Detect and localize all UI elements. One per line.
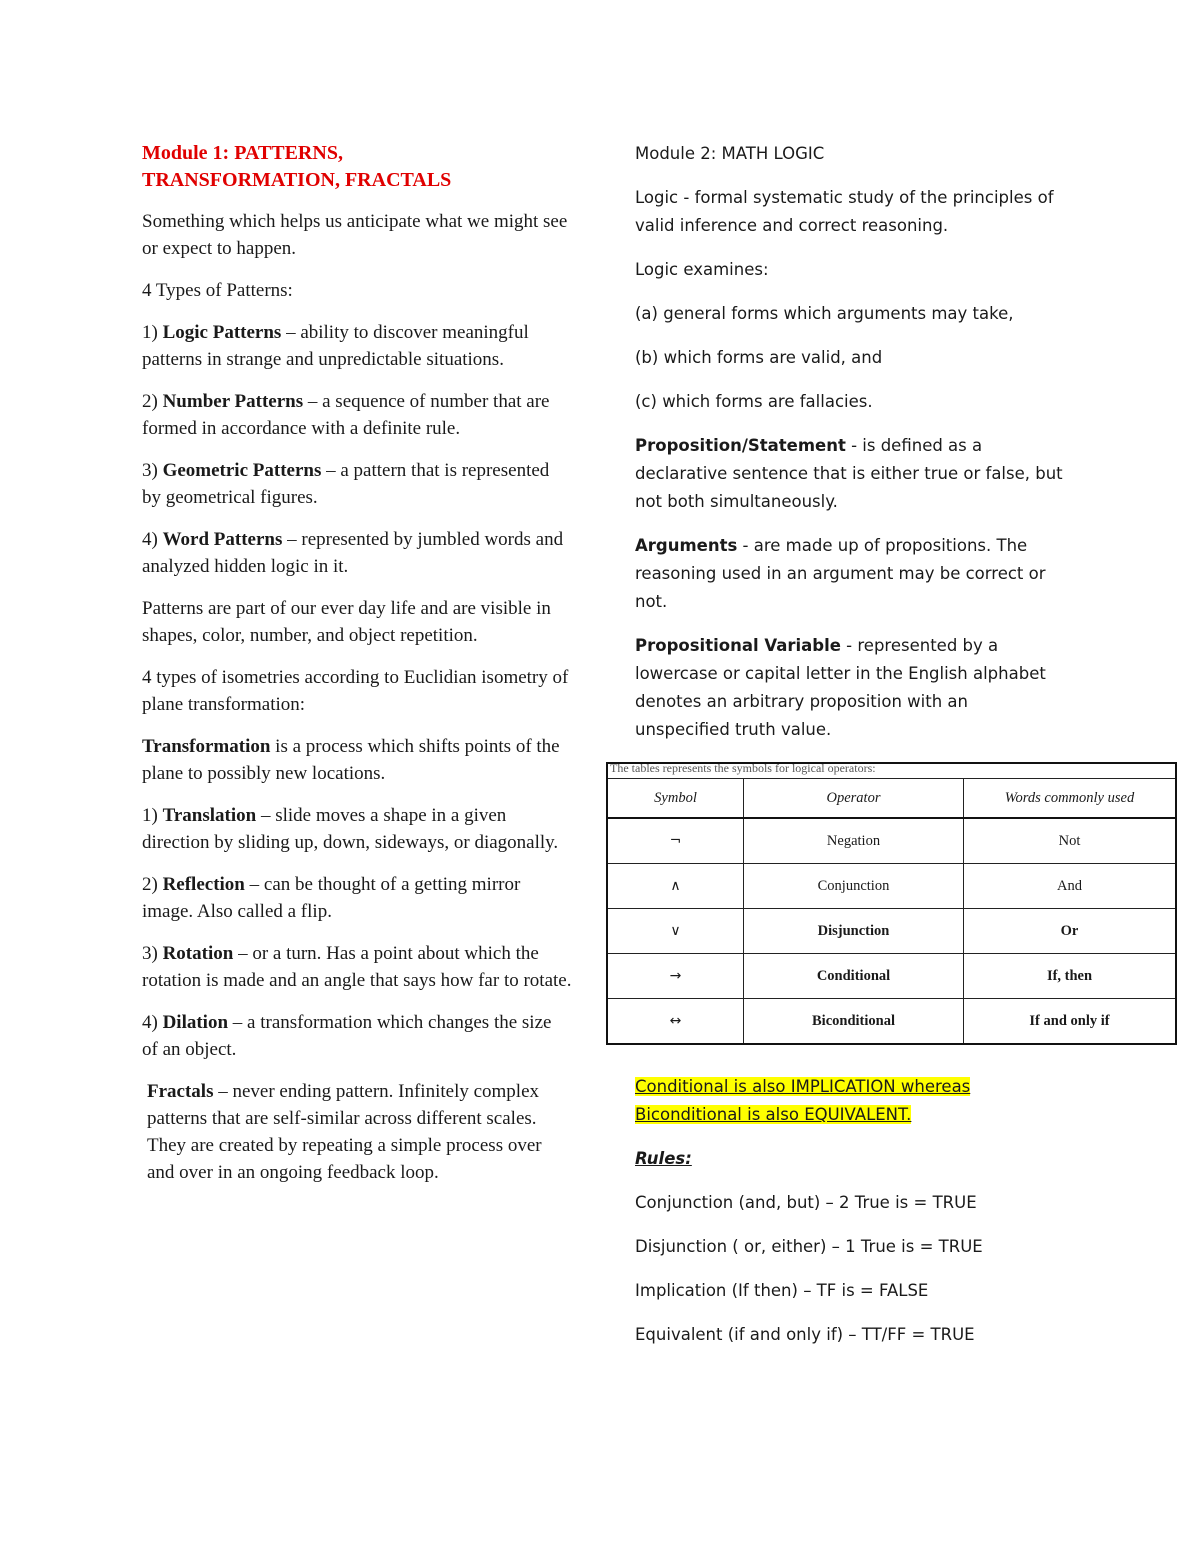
module1-column bbox=[142, 140, 572, 1201]
symbol-cell: → bbox=[608, 954, 744, 999]
words-cell: Or bbox=[964, 909, 1176, 954]
rule-item: Equivalent (if and only if) – TT/FF = TRUE bbox=[635, 1325, 975, 1344]
words-cell: And bbox=[964, 864, 1176, 909]
notes-section bbox=[635, 1073, 1065, 1365]
types-heading: 4 Types of Patterns: bbox=[142, 280, 293, 301]
words-cell: If, then bbox=[964, 954, 1176, 999]
rule-item: Implication (If then) – TF is = FALSE bbox=[635, 1281, 929, 1300]
operator-cell: Negation bbox=[744, 818, 964, 864]
arguments-definition: Arguments - are made up of propositions. The reasoning used in an argument may be correct or not. bbox=[635, 536, 1046, 611]
transformation-definition: Transformation is a process which shifts points of the plane to possibly new locations. bbox=[142, 736, 560, 784]
words-cell: If and only if bbox=[964, 999, 1176, 1044]
table-caption: The tables represents the symbols for logical operators: bbox=[610, 761, 876, 775]
isometry-item: 3) Rotation – or a turn. Has a point about which the rotation is made and an angle that says how far to rotate. bbox=[142, 943, 572, 991]
pattern-item: 4) Word Patterns – represented by jumbled words and analyzed hidden logic in it. bbox=[142, 529, 564, 577]
examines-heading: Logic examines: bbox=[635, 260, 769, 279]
isometries-heading: 4 types of isometries according to Euclidian isometry of plane transformation: bbox=[142, 667, 569, 715]
symbol-cell: ∧ bbox=[608, 864, 744, 909]
table-row bbox=[608, 999, 1175, 1044]
module2-column bbox=[635, 140, 1065, 760]
isometry-item: 1) Translation – slide moves a shape in a given direction by sliding up, down, sideways, or diagonally. bbox=[142, 805, 559, 853]
pattern-item: 1) Logic Patterns – ability to discover meaningful patterns in strange and unpredictable situations. bbox=[142, 322, 529, 370]
module1-intro: Something which helps us anticipate what we might see or expect to happen. bbox=[142, 211, 568, 259]
isometry-item: 4) Dilation – a transformation which changes the size of an object. bbox=[142, 1012, 552, 1060]
patterns-note: Patterns are part of our ever day life and are visible in shapes, color, number, and object repetition. bbox=[142, 598, 551, 646]
symbol-cell: ¬ bbox=[608, 818, 744, 864]
variable-definition: Propositional Variable - represented by a lowercase or capital letter in the English alphabet denotes an arbitrary proposition with an unspecified truth value. bbox=[635, 636, 1046, 739]
table-row bbox=[608, 909, 1175, 954]
examines-item: (c) which forms are fallacies. bbox=[635, 392, 873, 411]
rules-heading: Rules: bbox=[635, 1149, 692, 1168]
module2-title: Module 2: MATH LOGIC bbox=[635, 144, 825, 163]
examines-item: (a) general forms which arguments may take, bbox=[635, 304, 1014, 323]
table-row bbox=[608, 818, 1175, 864]
pattern-item: 2) Number Patterns – a sequence of number that are formed in accordance with a definite rule. bbox=[142, 391, 550, 439]
rule-item: Disjunction ( or, either) – 1 True is = TRUE bbox=[635, 1237, 983, 1256]
highlight-note: Conditional is also IMPLICATION whereas Biconditional is also EQUIVALENT. bbox=[635, 1077, 971, 1124]
proposition-definition: Proposition/Statement - is defined as a declarative sentence that is either true or false, but not both simultaneously. bbox=[635, 436, 1063, 511]
table-row bbox=[608, 954, 1175, 999]
operators-table bbox=[608, 778, 1175, 1043]
pattern-item: 3) Geometric Patterns – a pattern that is represented by geometrical figures. bbox=[142, 460, 550, 508]
logic-definition: Logic - formal systematic study of the principles of valid inference and correct reasoning. bbox=[635, 188, 1054, 235]
module1-title: Module 1: PATTERNS, TRANSFORMATION, FRACTALS bbox=[142, 142, 452, 191]
table-row bbox=[608, 864, 1175, 909]
symbol-cell: ∨ bbox=[608, 909, 744, 954]
header-cell: Symbol bbox=[608, 779, 744, 819]
operator-cell: Conditional bbox=[744, 954, 964, 999]
rule-item: Conjunction (and, but) – 2 True is = TRUE bbox=[635, 1193, 977, 1212]
fractals-definition: Fractals – never ending pattern. Infinitely complex patterns that are self-similar across different scales. They are created by repeating a simple process over and over in an ongoing feedback loop. bbox=[147, 1081, 542, 1183]
isometry-item: 2) Reflection – can be thought of a getting mirror image. Also called a flip. bbox=[142, 874, 521, 922]
words-cell: Not bbox=[964, 818, 1176, 864]
table-header-row bbox=[608, 779, 1175, 819]
symbol-cell: ↔ bbox=[608, 999, 744, 1044]
operators-table-image bbox=[606, 762, 1177, 1045]
header-cell: Words commonly used bbox=[964, 779, 1176, 819]
operator-cell: Conjunction bbox=[744, 864, 964, 909]
header-cell: Operator bbox=[744, 779, 964, 819]
operator-cell: Disjunction bbox=[744, 909, 964, 954]
examines-item: (b) which forms are valid, and bbox=[635, 348, 883, 367]
operator-cell: Biconditional bbox=[744, 999, 964, 1044]
